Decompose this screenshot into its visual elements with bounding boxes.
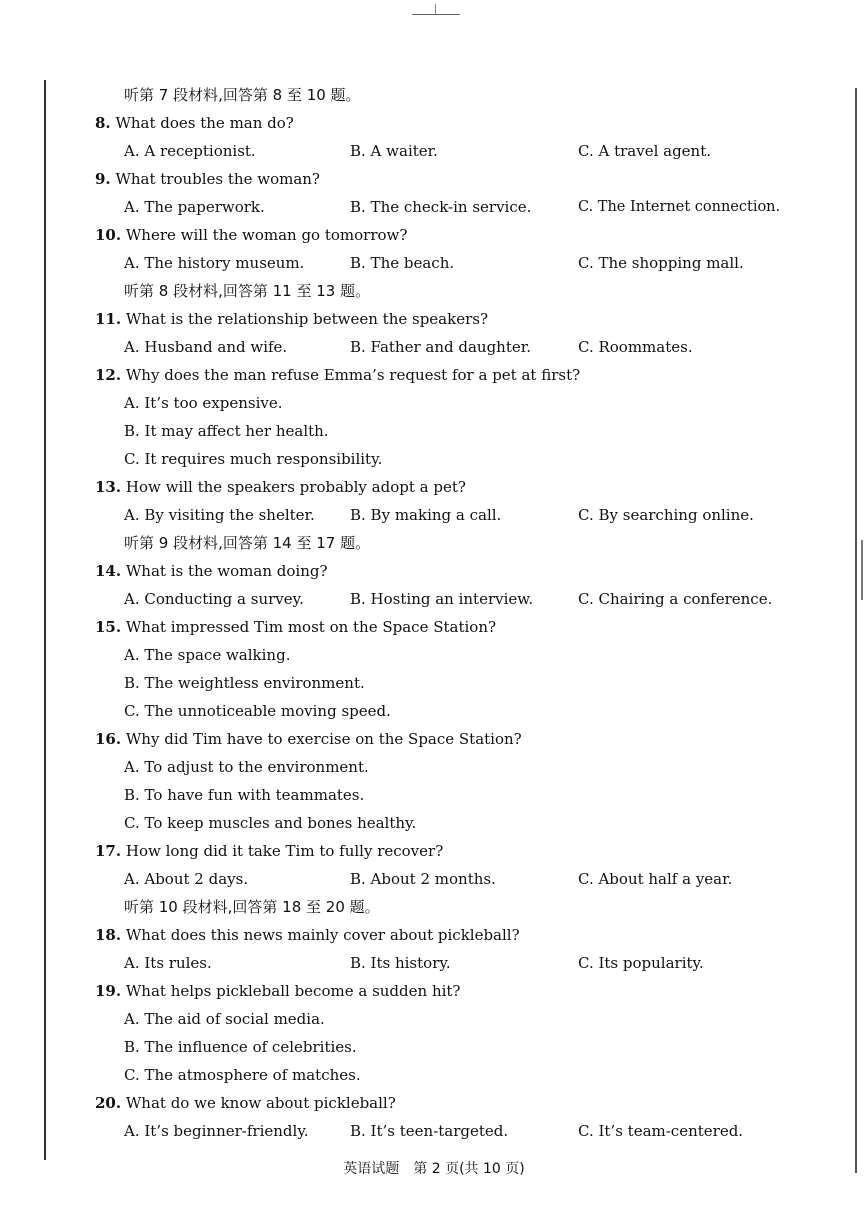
question-15 [95, 617, 496, 637]
q12-option-c: C. It requires much responsibility. [124, 450, 383, 468]
q11-option-c: C. Roommates. [578, 338, 693, 356]
q12-option-a: A. It’s too expensive. [124, 394, 283, 412]
question-8 [95, 113, 294, 133]
q18-option-c: C. Its popularity. [578, 954, 704, 972]
question-text: Where will the woman go tomorrow? [125, 226, 408, 244]
q17-option-c: C. About half a year. [578, 870, 733, 888]
question-text: What does this news mainly cover about pickleball? [125, 926, 520, 944]
q10-option-c: C. The shopping mall. [578, 254, 744, 272]
question-number: 8. [95, 114, 111, 132]
question-20 [95, 1093, 396, 1113]
q16-option-a: A. To adjust to the environment. [124, 758, 369, 776]
question-number: 18. [95, 926, 122, 944]
question-number: 11. [95, 310, 122, 328]
q20-option-b: B. It’s teen-targeted. [350, 1122, 509, 1140]
question-text: What helps pickleball become a sudden hit? [125, 982, 461, 1000]
question-9 [95, 169, 320, 189]
q19-option-b: B. The influence of celebrities. [124, 1038, 357, 1056]
question-text: Why did Tim have to exercise on the Space Station? [125, 730, 522, 748]
section-10-heading: 听第 10 段材料,回答第 18 至 20 题。 [124, 898, 380, 916]
top-tick-mark [435, 4, 436, 14]
q15-option-c: C. The unnoticeable moving speed. [124, 702, 391, 720]
q10-option-b: B. The beach. [350, 254, 455, 272]
question-number: 19. [95, 982, 122, 1000]
question-text: How will the speakers probably adopt a pet? [125, 478, 466, 496]
q15-option-b: B. The weightless environment. [124, 674, 365, 692]
q9-option-b: B. The check-in service. [350, 198, 532, 216]
q13-option-b: B. By making a call. [350, 506, 502, 524]
question-number: 17. [95, 842, 122, 860]
question-number: 15. [95, 618, 122, 636]
question-text: What is the relationship between the speakers? [125, 310, 488, 328]
q16-option-b: B. To have fun with teammates. [124, 786, 365, 804]
q9-option-c: C. The Internet connection. [578, 199, 781, 215]
question-11 [95, 309, 488, 329]
question-number: 10. [95, 226, 122, 244]
left-margin-line [44, 80, 46, 1160]
question-16 [95, 729, 522, 749]
question-number: 9. [95, 170, 111, 188]
question-10 [95, 225, 407, 245]
q20-option-c: C. It’s team-centered. [578, 1122, 744, 1140]
section-9-heading: 听第 9 段材料,回答第 14 至 17 题。 [124, 534, 371, 552]
q8-option-b: B. A waiter. [350, 142, 438, 160]
question-number: 12. [95, 366, 122, 384]
q12-option-b: B. It may affect her health. [124, 422, 329, 440]
q19-option-a: A. The aid of social media. [124, 1010, 325, 1028]
q20-option-a: A. It’s beginner-friendly. [124, 1122, 309, 1140]
q13-option-c: C. By searching online. [578, 506, 754, 524]
question-number: 16. [95, 730, 122, 748]
question-number: 13. [95, 478, 122, 496]
q14-option-b: B. Hosting an interview. [350, 590, 534, 608]
question-number: 20. [95, 1094, 122, 1112]
q8-option-a: A. A receptionist. [124, 142, 256, 160]
question-text: How long did it take Tim to fully recover? [125, 842, 444, 860]
top-rule [412, 14, 460, 15]
q9-option-a: A. The paperwork. [124, 198, 265, 216]
right-margin-line-2 [861, 540, 863, 600]
question-text: What impressed Tim most on the Space Station? [125, 618, 497, 636]
q14-option-c: C. Chairing a conference. [578, 590, 773, 608]
section-7-heading: 听第 7 段材料,回答第 8 至 10 题。 [124, 86, 361, 104]
q11-option-b: B. Father and daughter. [350, 338, 532, 356]
page-footer: 英语试题 第 2 页(共 10 页) [343, 1161, 525, 1177]
question-18 [95, 925, 520, 945]
question-text: What is the woman doing? [125, 562, 328, 580]
q17-option-b: B. About 2 months. [350, 870, 496, 888]
q16-option-c: C. To keep muscles and bones healthy. [124, 814, 417, 832]
q14-option-a: A. Conducting a survey. [124, 590, 304, 608]
question-12 [95, 365, 580, 385]
q15-option-a: A. The space walking. [124, 646, 291, 664]
q10-option-a: A. The history museum. [124, 254, 305, 272]
q17-option-a: A. About 2 days. [124, 870, 249, 888]
q13-option-a: A. By visiting the shelter. [124, 506, 315, 524]
q18-option-b: B. Its history. [350, 954, 451, 972]
question-text: What troubles the woman? [115, 170, 320, 188]
question-number: 14. [95, 562, 122, 580]
right-margin-line [855, 88, 857, 1173]
question-13 [95, 477, 466, 497]
question-17 [95, 841, 443, 861]
q19-option-c: C. The atmosphere of matches. [124, 1066, 361, 1084]
question-text: What does the man do? [115, 114, 294, 132]
section-8-heading: 听第 8 段材料,回答第 11 至 13 题。 [124, 282, 371, 300]
question-text: What do we know about pickleball? [125, 1094, 396, 1112]
q18-option-a: A. Its rules. [124, 954, 212, 972]
question-19 [95, 981, 460, 1001]
q11-option-a: A. Husband and wife. [124, 338, 288, 356]
question-14 [95, 561, 328, 581]
question-text: Why does the man refuse Emma’s request for a pet at first? [125, 366, 581, 384]
q8-option-c: C. A travel agent. [578, 142, 712, 160]
